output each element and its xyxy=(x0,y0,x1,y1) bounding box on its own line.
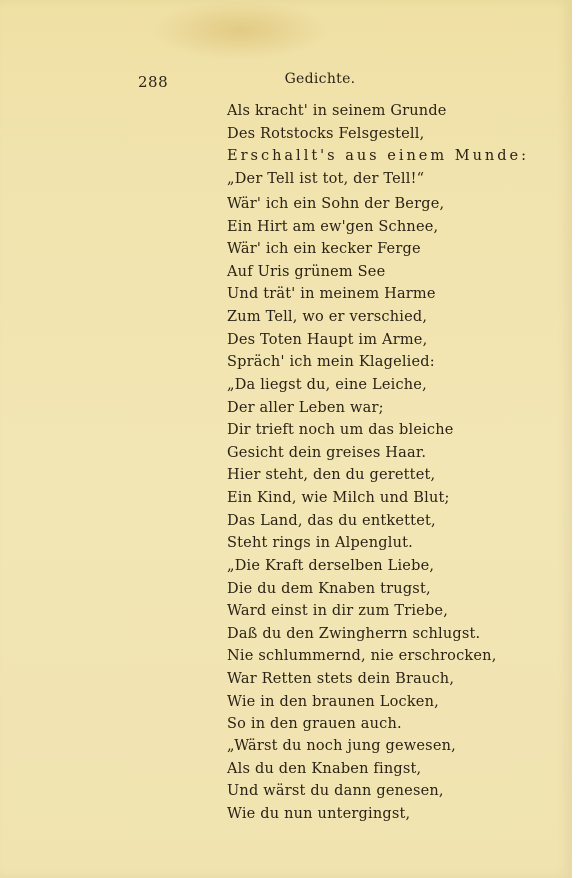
verse-line: War Retten stets dein Brauch, xyxy=(227,670,455,687)
verse-line: Daß du den Zwingherrn schlugst. xyxy=(227,625,481,642)
verse-line: So in den grauen auch. xyxy=(227,716,402,733)
verse-line: Ward einst in dir zum Triebe, xyxy=(227,603,449,620)
verse-line: Wär' ich ein Sohn der Berge, xyxy=(227,196,445,212)
verse-line: Auf Uris grünem See xyxy=(227,263,386,280)
verse-line: Gesicht dein greises Haar. xyxy=(227,444,427,461)
verse-line: Ein Hirt am ew'gen Schnee, xyxy=(227,218,439,235)
verse-line: Des Toten Haupt im Arme, xyxy=(227,331,428,348)
stanza-4 xyxy=(227,555,557,736)
verse-line: Der aller Leben war; xyxy=(227,399,384,416)
stanza-3 xyxy=(227,374,557,555)
verse-line: „Die Kraft derselben Liebe, xyxy=(227,558,435,574)
verse-line: Hier steht, den du gerettet, xyxy=(227,467,436,484)
verse-line: Und wärst du dann genesen, xyxy=(227,783,444,800)
verse-line: Die du dem Knaben trugst, xyxy=(227,580,431,597)
verse-line: Spräch' ich mein Klagelied: xyxy=(227,354,435,371)
verse-line: „Da liegst du, eine Leiche, xyxy=(227,377,427,393)
verse-line: Ein Kind, wie Milch und Blut; xyxy=(227,489,450,506)
verse-line: Als kracht' in seinem Grunde xyxy=(227,103,447,119)
verse-line: „Wärst du noch jung gewesen, xyxy=(227,738,456,754)
stanza-2 xyxy=(227,193,557,374)
verse-line: Das Land, das du entkettet, xyxy=(227,512,436,529)
verse-line: Wär' ich ein kecker Ferge xyxy=(227,241,421,258)
verse-line: Dir trieft noch um das bleiche xyxy=(227,422,454,439)
verse-line: „Der Tell ist tot, der Tell!“ xyxy=(227,170,425,187)
stanza-5 xyxy=(227,735,557,825)
verse-line: Des Rotstocks Felsgestell, xyxy=(227,125,425,142)
verse-line: Steht rings in Alpenglut. xyxy=(227,535,413,552)
running-head: Gedichte. xyxy=(284,71,356,87)
verse-line: Zum Tell, wo er verschied, xyxy=(227,308,428,325)
verse-line: Nie schlummernd, nie erschrocken, xyxy=(227,648,497,665)
verse-line: Erschallt's aus einem Munde: xyxy=(227,148,530,165)
verse-line: Wie in den braunen Locken, xyxy=(227,693,439,710)
verse-line: Als du den Knaben fingst, xyxy=(227,760,422,777)
page-edge xyxy=(572,0,583,878)
stanza-1 xyxy=(227,100,557,190)
page-number: 288 xyxy=(138,73,169,91)
verse-line: Und trät' in meinem Harme xyxy=(227,286,436,303)
verse-line: Wie du nun untergingst, xyxy=(227,805,411,822)
